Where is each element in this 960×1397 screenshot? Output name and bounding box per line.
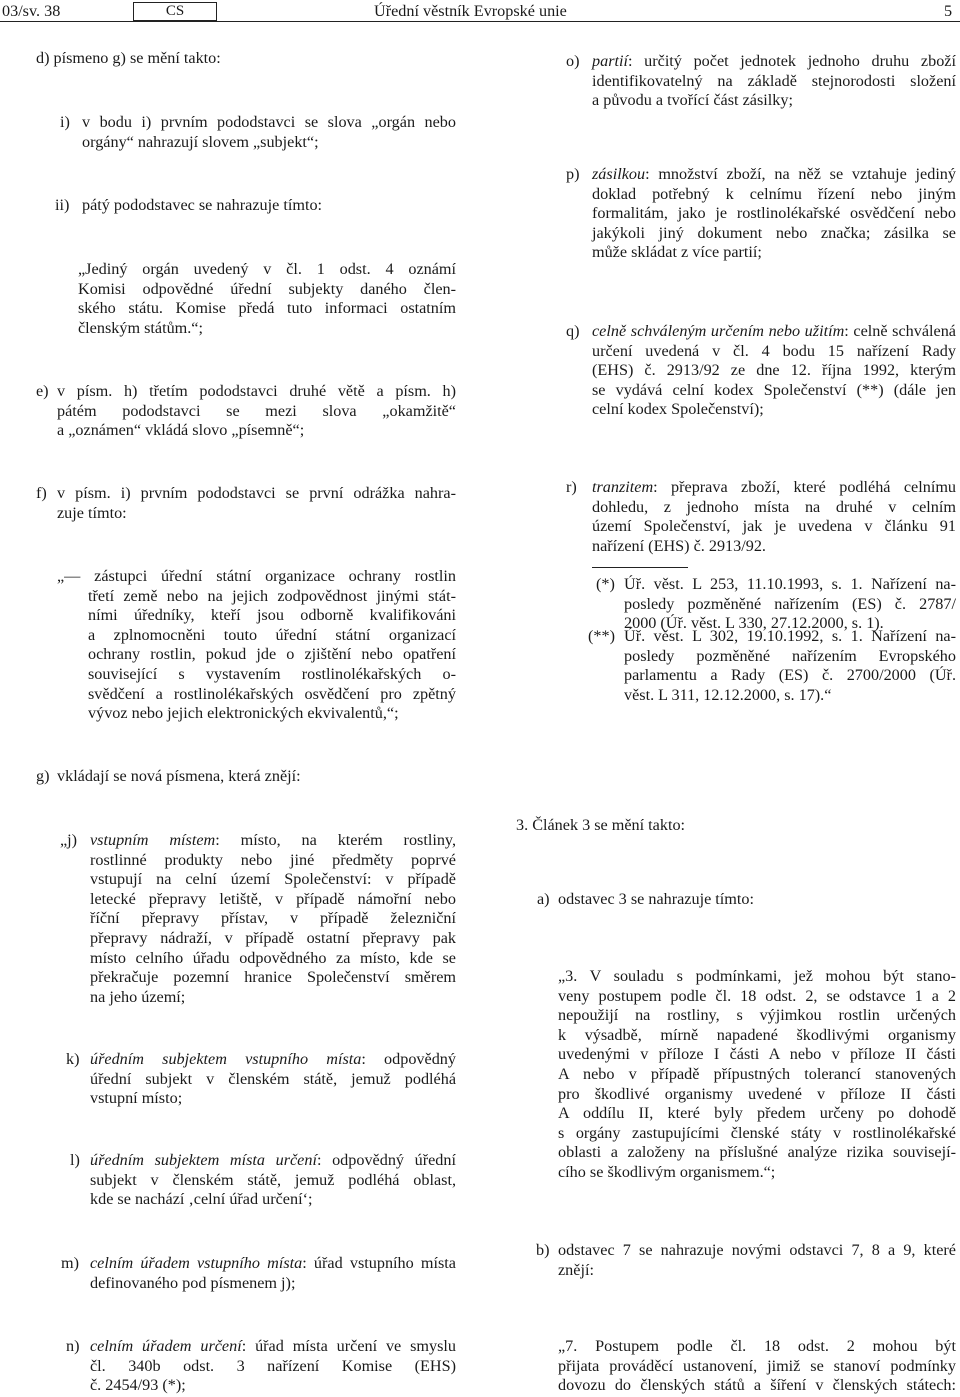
point-i-text: v bodu i) prvním pododstavci se slova „orgán nebo orgány“ nahrazují slovem „subjekt“; <box>82 113 456 151</box>
point-ii-text: pátý pododstavec se nahrazuje tímto: <box>82 196 323 214</box>
term-p: zásilkou <box>592 165 646 183</box>
term-m: celním úřadem vstupního místa <box>90 1254 303 1272</box>
point-m-text: celním úřadem vstupního místa: úřad vstupního místa definovaného pod písmenem j); <box>90 1254 456 1292</box>
point-n-text: celním úřadem určení: úřad místa určení ve smyslu čl. 340b odst. 3 nařízení Komise (EHS) č. 2454/93 (*); <box>90 1337 456 1395</box>
point-b-quote: „7. Postupem podle čl. 18 odst. 2 mohou být přijata prováděcí ustanovení, jimiž se stanoví podmínky dovozu do členských států a šíření v členských státech: <box>558 1337 956 1395</box>
footnote-1-text: Úř. věst. L 253, 11.10.1993, s. 1. Nařízení na- posledy pozměněné nařízením (ES) č. 2787/ 2000 (Úř. věst. L 330, 27.12.2000, s. 1). <box>624 575 956 633</box>
point-j-label: „j) <box>60 831 78 849</box>
article-3-heading: 3. Článek 3 se mění takto: <box>516 816 686 834</box>
point-f-quote-continued: třetí země nebo na jejich zodpovědnost jinými stát- ními úředníky, kteří jsou odborně kvalifikováni a zplnomocněni touto úřední státní organizací ochrany rostlin, pokud jde o zjištění nebo opatření související s vystavením rostlinolékařských o- svědčení a rostlinolékařských osvědčení pro zpětný vývoz nebo jejich elektronických ekvivalentů,“; <box>88 586 456 723</box>
footnote-rule <box>592 567 688 568</box>
language-badge: CS <box>133 2 217 21</box>
point-p-label: p) <box>566 165 580 183</box>
term-o: partií <box>592 52 628 70</box>
point-k-text: úředním subjektem vstupního místa: odpovědný úřední subjekt v členském státě, jemuž podléhá vstupní místo; <box>90 1050 456 1108</box>
point-l-text: úředním subjektem místa určení: odpovědný úřední subjekt v členském státě, jemuž podléhá oblast, kde se nachází ‚celní úřad určení‘; <box>90 1151 456 1209</box>
point-e-label: e) <box>36 382 49 400</box>
point-b-text: odstavec 7 se nahrazuje novými odstavci 7, 8 a 9, které znějí: <box>558 1241 956 1279</box>
point-o-label: o) <box>566 52 580 70</box>
point-b-label: b) <box>536 1241 550 1259</box>
point-d-intro: d) písmeno g) se mění takto: <box>36 49 221 67</box>
term-j: vstupním místem <box>90 831 216 849</box>
point-l-label: l) <box>70 1151 80 1169</box>
point-n-label: n) <box>66 1337 80 1355</box>
point-r-label: r) <box>566 478 577 496</box>
point-f-label: f) <box>36 484 47 502</box>
point-i-label: i) <box>60 113 70 131</box>
point-g-label: g) <box>36 767 50 785</box>
point-a-quote: „3. V souladu s podmínkami, jež mohou být stano- veny postupem podle čl. 18 odst. 2, se odstavce 1 a 2 nepoužijí na rostliny, s výjimkou rostlin určených k výsadbě, mírně napadené škodlivými organismy uvedenými v příloze I části A nebo v příloze II části A nebo v případě přípustných tolerancí stanovených pro škodlivé organismy uvedené v příloze II části A oddílu II, které byly předem určeny po dohodě s orgány zastupujícími členské státy v rostlinolékařské oblasti a založeny na příslušné analýze rizika souvisejí- cího se škodlivým organismem.“; <box>558 967 956 1181</box>
term-q: celně schváleným určením nebo užitím <box>592 322 845 340</box>
point-m-label: m) <box>61 1254 79 1272</box>
header-rule <box>0 21 960 22</box>
term-n: celním úřadem určení <box>90 1337 242 1355</box>
point-k-label: k) <box>66 1050 80 1068</box>
point-a-label: a) <box>537 890 550 908</box>
header-journal-title: Úřední věstník Evropské unie <box>374 2 567 20</box>
point-q-label: q) <box>566 322 580 340</box>
point-e-text: v písm. h) třetím pododstavci druhé větě a písm. h) pátém pododstavci se mezi slova „okamžitě“ a „oznámen“ vkládá slovo „písemně“; <box>57 382 456 440</box>
footnote-1-label: (*) <box>596 575 615 593</box>
footnote-2-label: (**) <box>588 627 615 645</box>
point-q-text: celně schváleným určením nebo užitím: celně schválená určení uvedená v čl. 4 bodu 15 nařízení Rady (EHS) č. 2913/92 ze dne 12. října 1992, kterým se vydává celní kodex Společenství (**) (dále jen celní kodex Společenství); <box>592 322 956 419</box>
footnote-2-text: Úř. věst. L 302, 19.10.1992, s. 1. Nařízení na- posledy pozměněné nařízením Evropského parlamentu a Rady (ES) č. 2700/2000 (Úř. věst. L 311, 12.12.2000, s. 17).“ <box>624 627 956 704</box>
term-l: úředním subjektem místa určení <box>90 1151 317 1169</box>
point-a-text: odstavec 3 se nahrazuje tímto: <box>558 890 754 908</box>
page-number: 5 <box>944 2 953 20</box>
point-f-quote: „— zástupci úřední státní organizace ochrany rostlin <box>57 567 456 585</box>
point-ii-label: ii) <box>55 196 70 214</box>
point-f-text: v písm. i) prvním pododstavci se první odrážka nahra- zuje tímto: <box>57 484 456 522</box>
point-o-text: partií: určitý počet jednotek jednoho druhu zboží identifikovatelný na základě stejnorodosti složení a původu a tvořící část zásilky; <box>592 52 956 110</box>
point-r-text: tranzitem: přeprava zboží, které podléhá celnímu dohledu, z jednoho místa na druhé v celním území Společenství, jak je uvedena v článku 91 nařízení (EHS) č. 2913/92. <box>592 478 956 555</box>
header-journal-issue: 03/sv. 38 <box>2 2 61 20</box>
point-g-text: vkládají se nová písmena, která znějí: <box>57 767 301 785</box>
point-ii-quote: „Jediný orgán uvedený v čl. 1 odst. 4 oznámí Komisi odpovědné úřední subjekty daného člen- ského státu. Komise předá tuto informaci ostatním členským státům.“; <box>78 260 456 337</box>
term-k: úředním subjektem vstupního místa <box>90 1050 362 1068</box>
point-j-text: vstupním místem: místo, na kterém rostliny, rostlinné produkty nebo jiné předměty poprvé vstupují na celní území Společenství: v případě letecké přepravy letiště, v případě námořní nebo říční přepravy přístav, v případě železniční přepravy nádraží, v případě ostatní přepravy pak místo celního úřadu odpovědného za místo, kde se překračuje pozemní hranice Společenství směrem na jeho území; <box>90 831 457 1006</box>
term-r: tranzitem <box>592 478 654 496</box>
point-p-text: zásilkou: množství zboží, na něž se vztahuje jediný doklad potřebný k celnímu řízení nebo jiným formalitám, jako je rostlinolékařské osvědčení nebo jakýkoli jiný dokument nebo značka; zásilka se může skládat z více partií; <box>592 165 956 262</box>
